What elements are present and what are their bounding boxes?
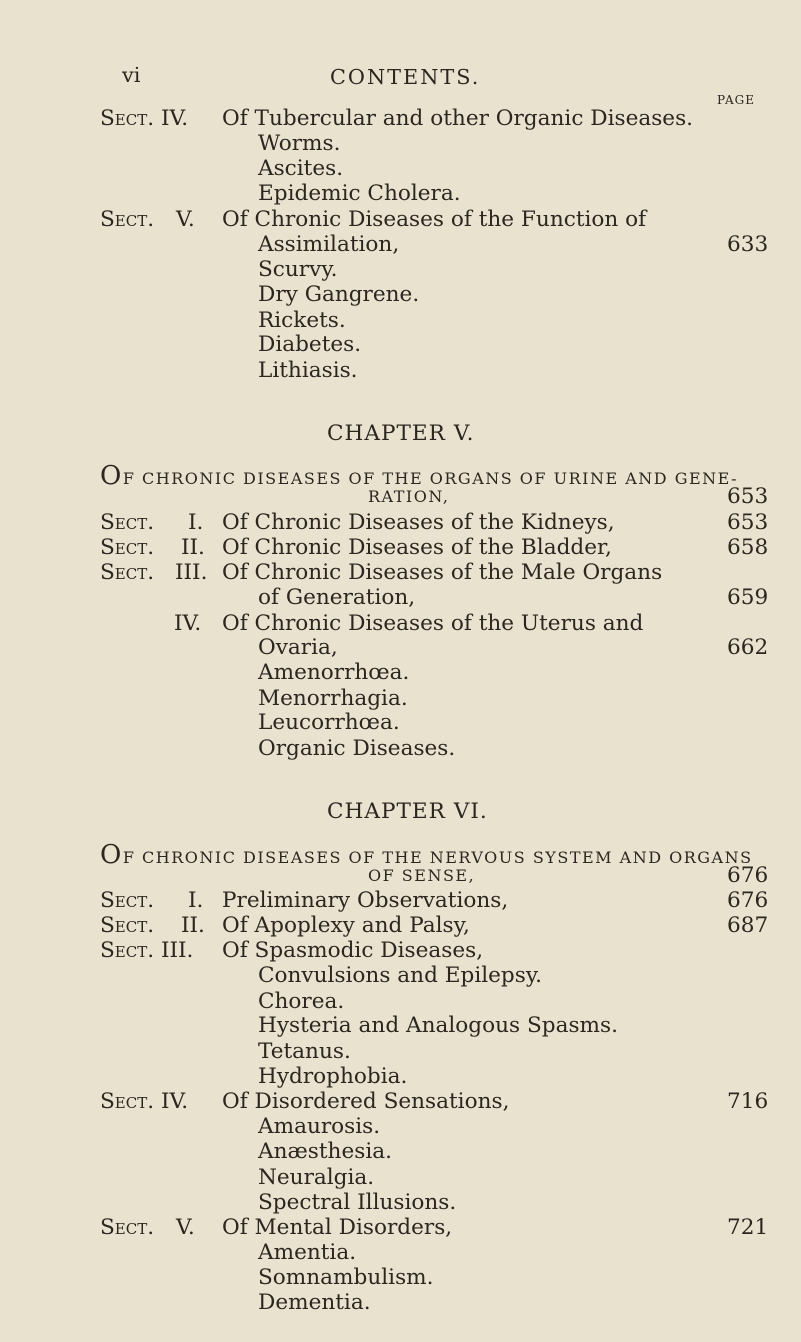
section-title: Of Chronic Diseases of the Male Organs: [222, 559, 663, 585]
subentry: Hydrophobia.: [258, 1063, 408, 1089]
section-title: Of Chronic Diseases of the Bladder,: [222, 535, 612, 561]
subentry: Worms.: [258, 131, 341, 157]
section-number: III.: [175, 559, 208, 585]
section-title: Preliminary Observations,: [222, 888, 509, 914]
section-title: Of Chronic Diseases of the Function of: [222, 206, 647, 232]
page-ref: 653: [727, 509, 769, 535]
subentry: Diabetes.: [258, 332, 362, 358]
section-label: Sect.: [100, 913, 155, 939]
subentry: Somnambulism.: [258, 1265, 434, 1291]
subentry: Chorea.: [258, 988, 345, 1014]
section-label: Sect.: [100, 535, 155, 561]
section-title: Of Chronic Diseases of the Kidneys,: [222, 509, 615, 535]
section-label: Sect. IV.: [100, 106, 189, 132]
section-number: I.: [188, 888, 204, 914]
section-label: Sect. IV.: [100, 1089, 189, 1115]
subentry: Dry Gangrene.: [258, 282, 420, 308]
section-number: V.: [176, 206, 195, 232]
page-ref: 721: [727, 1214, 769, 1240]
subentry: Amentia.: [258, 1239, 357, 1265]
page-ref: 716: [727, 1089, 769, 1115]
section-title: Of Tubercular and other Organic Diseases.: [222, 106, 694, 132]
subentry: Ascites.: [258, 156, 344, 182]
chapter-heading: CHAPTER VI.: [327, 798, 488, 824]
subentry: Amenorrhœa.: [258, 660, 410, 686]
subentry: Spectral Illusions.: [258, 1189, 457, 1215]
page-ref: 676: [727, 862, 769, 888]
subentry: Neuralgia.: [258, 1164, 375, 1190]
page-column-label: PAGE: [717, 93, 755, 108]
subentry: Scurvy.: [258, 256, 338, 282]
section-title: Of Disordered Sensations,: [222, 1089, 510, 1115]
section-title-cont: of Generation,: [258, 585, 416, 611]
section-label: Sect.: [100, 509, 155, 535]
subentry: Hysteria and Analogous Spasms.: [258, 1013, 618, 1039]
chapter-title-cont: RATION,: [368, 487, 450, 507]
subentry: Epidemic Cholera.: [258, 181, 461, 207]
subentry: Menorrhagia.: [258, 685, 408, 711]
chapter-heading: CHAPTER V.: [327, 420, 475, 446]
section-number: II.: [181, 913, 205, 939]
section-title: Of Chronic Diseases of the Uterus and: [222, 610, 644, 636]
chapter-title: OF CHRONIC DISEASES OF THE NERVOUS SYSTEM AND ORGANS: [100, 840, 753, 871]
section-number: IV.: [174, 610, 202, 636]
page-ref: 687: [727, 913, 769, 939]
page-number: vi: [122, 63, 141, 88]
subentry: Lithiasis.: [258, 357, 358, 383]
subentry: Leucorrhœa.: [258, 710, 400, 736]
section-title: Of Mental Disorders,: [222, 1214, 453, 1240]
section-label: Sect.: [100, 206, 155, 232]
subentry: Organic Diseases.: [258, 735, 456, 761]
subentry: Anæsthesia.: [258, 1139, 392, 1165]
subentry: Dementia.: [258, 1290, 371, 1316]
section-title: Of Apoplexy and Palsy,: [222, 913, 470, 939]
section-title: Of Spasmodic Diseases,: [222, 938, 484, 964]
section-label: Sect.: [100, 559, 155, 585]
page-ref: 658: [727, 535, 769, 561]
section-number: V.: [176, 1214, 195, 1240]
running-title: CONTENTS.: [330, 64, 481, 89]
chapter-title: OF CHRONIC DISEASES OF THE ORGANS OF URINE AND GENE-: [100, 461, 739, 492]
page-ref: 662: [727, 635, 769, 661]
page-ref: 659: [727, 585, 769, 611]
subentry: Tetanus.: [258, 1038, 351, 1064]
section-number: II.: [181, 535, 205, 561]
section-number: I.: [188, 509, 204, 535]
page-ref: 653: [727, 484, 769, 510]
page-ref: 633: [727, 232, 769, 258]
section-label: Sect.: [100, 1214, 155, 1240]
subentry: Rickets.: [258, 307, 346, 333]
section-title-cont: Ovaria,: [258, 635, 338, 661]
section-title-cont: Assimilation,: [258, 232, 400, 258]
chapter-title-cont: OF SENSE,: [368, 865, 476, 885]
subentry: Amaurosis.: [258, 1114, 381, 1140]
section-label: Sect. III.: [100, 938, 194, 964]
subentry: Convulsions and Epilepsy.: [258, 963, 543, 989]
section-label: Sect.: [100, 888, 155, 914]
page-ref: 676: [727, 888, 769, 914]
